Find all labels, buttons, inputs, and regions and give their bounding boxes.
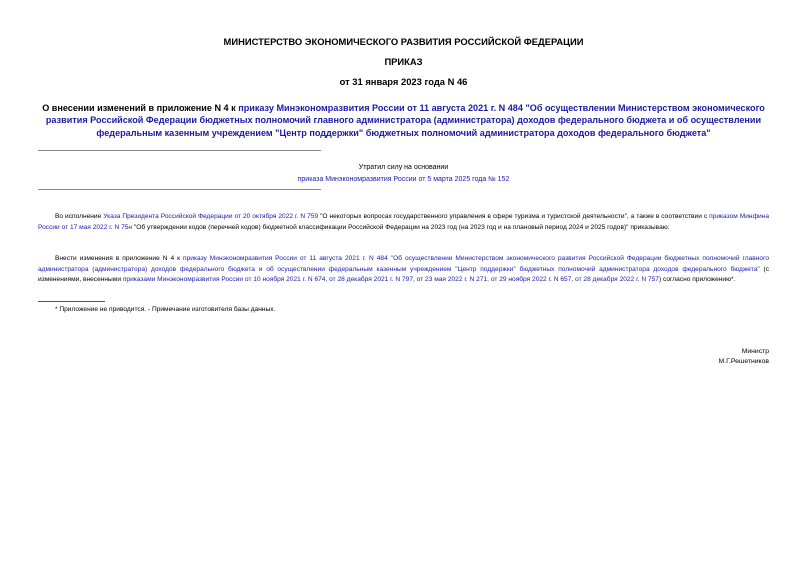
footnote: * Приложение не приводится. - Примечание изготовителя базы данных.	[55, 306, 276, 313]
operative-text-2: (с изменениями, внесенными	[38, 265, 769, 284]
status-bottom-divider	[38, 189, 321, 190]
preamble-text-2: "О некоторых вопросах государственного управления в сфере туризма и туристской деятельности", а также в соответствии с	[318, 213, 710, 220]
amended-order-link[interactable]: приказу Минэкономразвития России от 11 августа 2021 г. N 484 "Об осуществлении Министерством экономического развития Российской Федерации бюджетных полномочий главного администратора (администратора) доходов федерального бюджета и об осуществлении федеральным казенным учреждением "Центр поддержки" бюджетных полномочий администратора доходов федерального бюджета"	[38, 255, 769, 273]
document-subject	[38, 102, 769, 139]
operative-text-3: ) согласно приложению*.	[658, 276, 736, 284]
preamble-text-3: "Об утверждении кодов (перечней кодов) бюджетной классификации Российской Федерации на 2023 год (на 2023 год и на плановый период 2024 и 2025 годов)" приказываю:	[132, 223, 670, 231]
operative-text-1: Внести изменения в приложение N 4 к	[55, 255, 184, 262]
subject-prefix: О внесении изменений в приложение N 4 к	[42, 103, 239, 113]
paragraph-operative	[38, 254, 769, 286]
president-decree-link[interactable]: Указа Президента Российской Федерации от 20 октября 2022 г. N 759	[103, 213, 319, 220]
document-type: ПРИКАЗ	[384, 56, 423, 67]
ministry-name: МИНИСТЕРСТВО ЭКОНОМИЧЕСКОГО РАЗВИТИЯ РОССИЙСКОЙ ФЕДЕРАЦИИ	[223, 36, 584, 47]
amendment-orders-link[interactable]: приказами Минэкономразвития России от 10 ноября 2021 г. N 674, от 28 декабря 2021 г. N 797, от 23 мая 2022 г. N 271, от 29 ноября 2022 г. N 657, от 28 декабря 2022 г. N 757	[122, 276, 659, 284]
paragraph-preamble	[38, 212, 769, 233]
repeal-order-link[interactable]: приказа Минэкономразвития России от 5 марта 2025 года № 152	[297, 176, 510, 183]
signatory-name: М.Г.Решетников	[718, 358, 769, 365]
subject-order-link[interactable]: приказу Минэкономразвития России от 11 августа 2021 г. N 484 "Об осуществлении Министерством экономического развития Российской Федерации бюджетных полномочий главного администратора (администратора) доходов федерального бюджета и об осуществлении федеральным казенным учреждением "Центр поддержки" бюджетных полномочий администратора доходов федерального бюджета"	[45, 103, 765, 138]
minfin-order-link[interactable]: приказом Минфина России от 17 мая 2022 г. N 75н	[38, 213, 769, 231]
footnote-divider	[38, 301, 105, 302]
signatory-title: Министр	[741, 348, 769, 355]
status-top-divider	[38, 150, 321, 151]
status-note: Утратил силу на основании	[358, 164, 449, 171]
status-note-link-line	[38, 175, 769, 185]
document-date: от 31 января 2023 года N 46	[339, 76, 468, 87]
preamble-text-1: Во исполнение	[55, 213, 104, 220]
